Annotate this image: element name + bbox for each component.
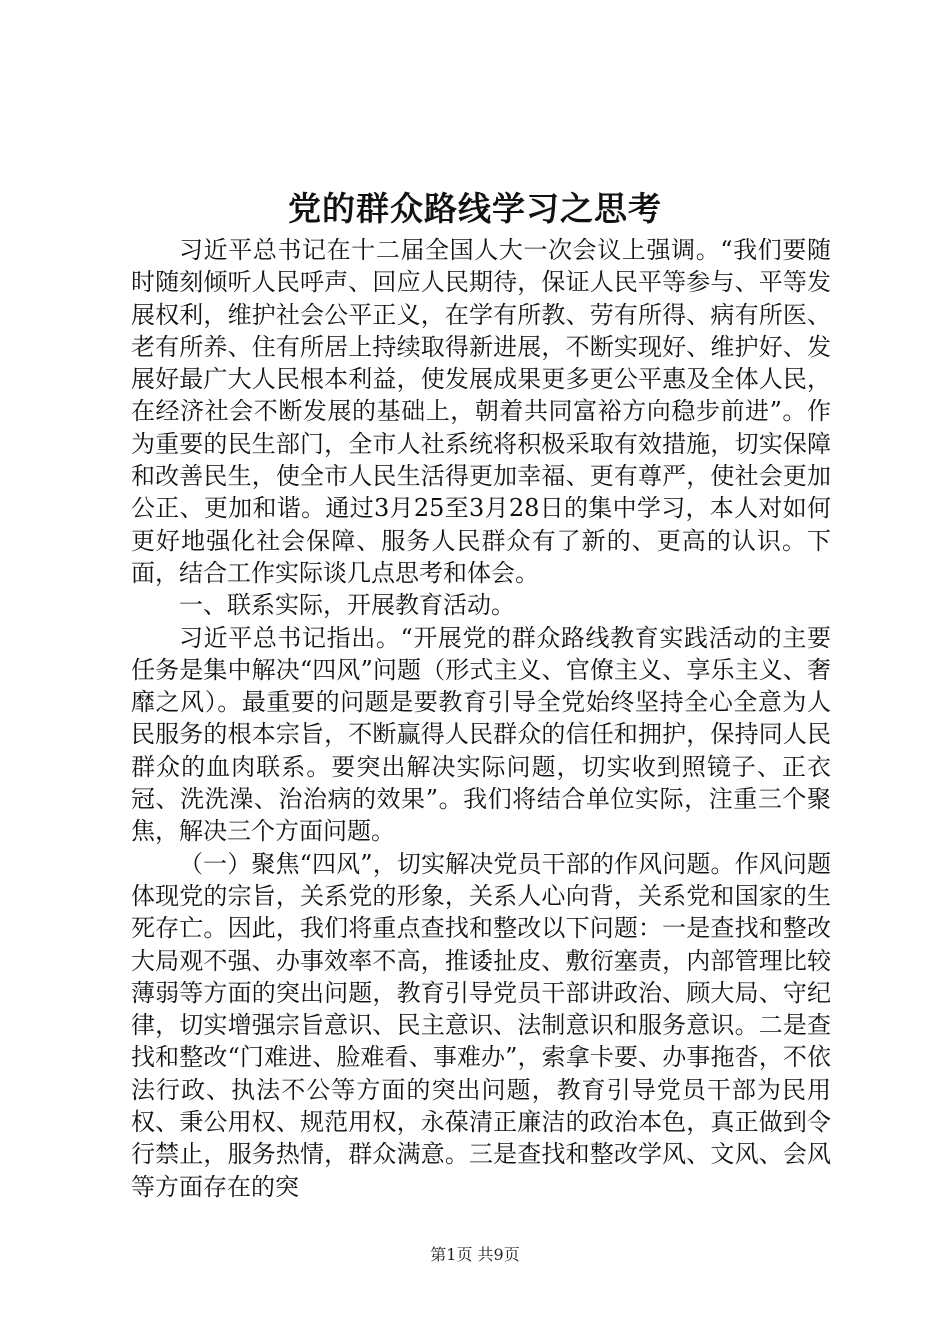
paragraph-subsection-1: （一）聚焦“四风”，切实解决党员干部的作风问题。作风问题体现党的宗旨，关系党的形象，关系人心向背，关系党和国家的生死存亡。因此，我们将重点查找和整改以下问题：一是查找和整改大局观不强、办事效率不高，推诿扯皮、敷衍塞责，内部管理比较薄弱等方面的突出问题，教育引导党员干部讲政治、顾大局、守纪律，切实增强宗旨意识、民主意识、法制意识和服务意识。二是查找和整改“门难进、脸难看、事难办”，索拿卡要、办事拖沓，不依法行政、执法不公等方面的突出问题，教育引导党员干部为民用权、秉公用权、规范用权，永葆清正廉洁的政治本色，真正做到令行禁止，服务热情，群众满意。三是查找和整改学风、文风、会风等方面存在的突 [131, 849, 831, 1201]
paragraph-quote: 习近平总书记指出。“开展党的群众路线教育实践活动的主要任务是集中解决“四风”问题（形式主义、官僚主义、享乐主义、奢靡之风）。最重要的问题是要教育引导全党始终坚持全心全意为人民服务的根本宗旨，不断赢得人民群众的信任和拥护，保持同人民群众的血肉联系。要突出解决实际问题，切实收到照镜子、正衣冠、洗洗澡、治治病的效果”。我们将结合单位实际，注重三个聚焦，解决三个方面问题。 [131, 623, 831, 846]
section-heading-1: 一、联系实际，开展教育活动。 [179, 591, 515, 620]
paragraph-intro: 习近平总书记在十二届全国人大一次会议上强调。“我们要随时随刻倾听人民呼声、回应人民期待，保证人民平等参与、平等发展权利，维护社会公平正义，在学有所教、劳有所得、病有所医、老有所养、住有所居上持续取得新进展，不断实现好、维护好、发展好最广大人民根本利益，使发展成果更多更公平惠及全体人民，在经济社会不断发展的基础上，朝着共同富裕方向稳步前进”。作为重要的民生部门，全市人社系统将积极采取有效措施，切实保障和改善民生，使全市人民生活得更加幸福、更有尊严，使社会更加公正、更加和谐。通过3月25至3月28日的集中学习，本人对如何更好地强化社会保障、服务人民群众有了新的、更高的认识。下面，结合工作实际谈几点思考和体会。 [131, 236, 831, 587]
document-body [131, 234, 831, 1203]
page-footer: 第1页 共9页 [430, 1245, 520, 1264]
document-title: 党的群众路线学习之思考 [288, 189, 662, 228]
